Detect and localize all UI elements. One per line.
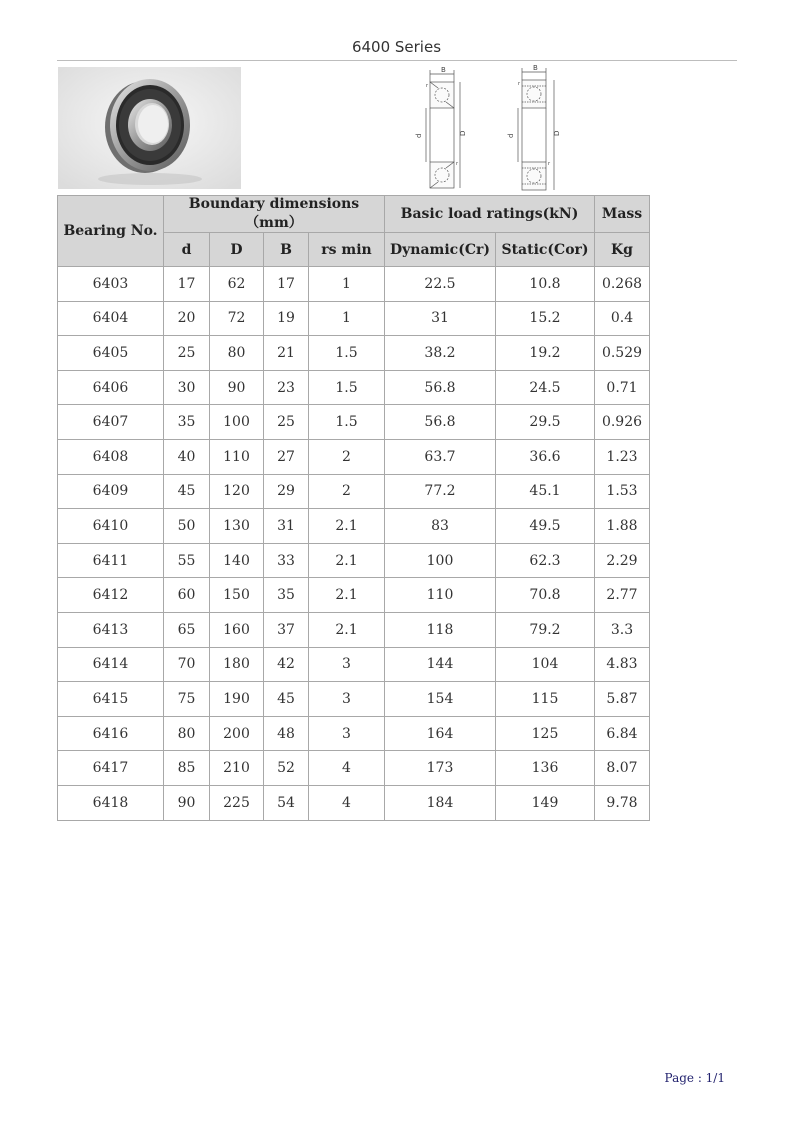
bearing-photo <box>58 67 241 189</box>
header-bearing-no: Bearing No. <box>58 196 164 267</box>
cell-outer-D: 100 <box>210 405 264 440</box>
table-row <box>58 716 650 751</box>
header-row-1 <box>58 196 650 233</box>
cell-static-cor: 49.5 <box>496 509 595 544</box>
cell-static-cor: 15.2 <box>496 301 595 336</box>
cell-bore-d: 70 <box>164 647 210 682</box>
cell-bearing-no: 6407 <box>58 405 164 440</box>
cell-dynamic-cr: 83 <box>385 509 496 544</box>
cross-section-graphic <box>408 64 578 194</box>
svg-text:D: D <box>459 130 467 136</box>
cell-dynamic-cr: 56.8 <box>385 405 496 440</box>
cell-bearing-no: 6412 <box>58 578 164 613</box>
cell-outer-D: 150 <box>210 578 264 613</box>
cell-static-cor: 19.2 <box>496 336 595 371</box>
cell-dynamic-cr: 118 <box>385 612 496 647</box>
cell-width-B: 19 <box>264 301 309 336</box>
table-row <box>58 612 650 647</box>
cell-mass-kg: 2.29 <box>595 543 650 578</box>
cell-bearing-no: 6413 <box>58 612 164 647</box>
cell-rs-min: 3 <box>309 647 385 682</box>
page-number: Page : 1/1 <box>664 1071 725 1085</box>
cell-dynamic-cr: 184 <box>385 785 496 820</box>
cell-width-B: 21 <box>264 336 309 371</box>
cell-outer-D: 62 <box>210 267 264 302</box>
cell-width-B: 29 <box>264 474 309 509</box>
cell-mass-kg: 0.4 <box>595 301 650 336</box>
cell-static-cor: 45.1 <box>496 474 595 509</box>
table-row <box>58 336 650 371</box>
label-B-1: B <box>441 66 446 74</box>
cell-outer-D: 80 <box>210 336 264 371</box>
cell-mass-kg: 6.84 <box>595 716 650 751</box>
cell-mass-kg: 0.529 <box>595 336 650 371</box>
table-row <box>58 682 650 717</box>
cell-bore-d: 25 <box>164 336 210 371</box>
cell-bearing-no: 6416 <box>58 716 164 751</box>
header-load-ratings: Basic load ratings(kN) <box>385 196 595 233</box>
cell-static-cor: 149 <box>496 785 595 820</box>
cell-mass-kg: 1.88 <box>595 509 650 544</box>
cell-bearing-no: 6417 <box>58 751 164 786</box>
cell-rs-min: 4 <box>309 785 385 820</box>
cell-bore-d: 45 <box>164 474 210 509</box>
cell-mass-kg: 5.87 <box>595 682 650 717</box>
cell-mass-kg: 9.78 <box>595 785 650 820</box>
cell-static-cor: 125 <box>496 716 595 751</box>
cell-rs-min: 4 <box>309 751 385 786</box>
cell-bearing-no: 6405 <box>58 336 164 371</box>
svg-text:r: r <box>518 81 521 87</box>
cell-width-B: 23 <box>264 370 309 405</box>
cell-rs-min: 2.1 <box>309 578 385 613</box>
cell-bearing-no: 6415 <box>58 682 164 717</box>
cell-mass-kg: 0.71 <box>595 370 650 405</box>
cell-outer-D: 90 <box>210 370 264 405</box>
label-B-2: B <box>533 64 538 72</box>
cell-dynamic-cr: 164 <box>385 716 496 751</box>
header-D: D <box>210 233 264 267</box>
page-title: 6400 Series <box>351 38 442 56</box>
header-mass: Mass <box>595 196 650 233</box>
cell-mass-kg: 0.926 <box>595 405 650 440</box>
cell-dynamic-cr: 63.7 <box>385 439 496 474</box>
cell-bore-d: 40 <box>164 439 210 474</box>
header-boundary-dimensions: Boundary dimensions（mm） <box>164 196 385 233</box>
cell-width-B: 25 <box>264 405 309 440</box>
header-dynamic: Dynamic(Cr) <box>385 233 496 267</box>
cell-rs-min: 1.5 <box>309 370 385 405</box>
cell-width-B: 45 <box>264 682 309 717</box>
cell-static-cor: 10.8 <box>496 267 595 302</box>
cell-bearing-no: 6403 <box>58 267 164 302</box>
cell-static-cor: 115 <box>496 682 595 717</box>
cell-width-B: 37 <box>264 612 309 647</box>
cell-bore-d: 20 <box>164 301 210 336</box>
cell-static-cor: 24.5 <box>496 370 595 405</box>
cell-bore-d: 35 <box>164 405 210 440</box>
cell-bearing-no: 6406 <box>58 370 164 405</box>
cell-static-cor: 70.8 <box>496 578 595 613</box>
cell-rs-min: 2.1 <box>309 612 385 647</box>
bearing-photo-graphic <box>58 67 241 189</box>
cell-dynamic-cr: 77.2 <box>385 474 496 509</box>
cell-bearing-no: 6404 <box>58 301 164 336</box>
cell-bore-d: 75 <box>164 682 210 717</box>
svg-text:r: r <box>548 161 551 167</box>
cell-dynamic-cr: 100 <box>385 543 496 578</box>
cell-outer-D: 200 <box>210 716 264 751</box>
cell-width-B: 27 <box>264 439 309 474</box>
table-row <box>58 439 650 474</box>
table-row <box>58 301 650 336</box>
cell-static-cor: 79.2 <box>496 612 595 647</box>
cell-static-cor: 104 <box>496 647 595 682</box>
table-row <box>58 785 650 820</box>
cell-dynamic-cr: 56.8 <box>385 370 496 405</box>
cell-mass-kg: 1.23 <box>595 439 650 474</box>
cell-outer-D: 110 <box>210 439 264 474</box>
cell-width-B: 52 <box>264 751 309 786</box>
header-B: B <box>264 233 309 267</box>
cell-outer-D: 140 <box>210 543 264 578</box>
header-d: d <box>164 233 210 267</box>
cell-mass-kg: 0.268 <box>595 267 650 302</box>
cell-bearing-no: 6410 <box>58 509 164 544</box>
header-static: Static(Cor) <box>496 233 595 267</box>
cell-bore-d: 30 <box>164 370 210 405</box>
cell-bore-d: 80 <box>164 716 210 751</box>
cell-dynamic-cr: 110 <box>385 578 496 613</box>
cell-dynamic-cr: 38.2 <box>385 336 496 371</box>
cell-mass-kg: 3.3 <box>595 612 650 647</box>
table-row <box>58 474 650 509</box>
cell-outer-D: 120 <box>210 474 264 509</box>
cell-outer-D: 180 <box>210 647 264 682</box>
cell-mass-kg: 1.53 <box>595 474 650 509</box>
cell-outer-D: 130 <box>210 509 264 544</box>
cell-mass-kg: 8.07 <box>595 751 650 786</box>
cell-outer-D: 210 <box>210 751 264 786</box>
svg-text:d: d <box>507 133 515 138</box>
cell-bore-d: 60 <box>164 578 210 613</box>
cell-rs-min: 2 <box>309 474 385 509</box>
cell-static-cor: 136 <box>496 751 595 786</box>
cell-rs-min: 3 <box>309 716 385 751</box>
cell-outer-D: 225 <box>210 785 264 820</box>
svg-text:r: r <box>426 83 429 89</box>
cell-bearing-no: 6418 <box>58 785 164 820</box>
cell-rs-min: 1.5 <box>309 405 385 440</box>
cell-bore-d: 65 <box>164 612 210 647</box>
cell-mass-kg: 2.77 <box>595 578 650 613</box>
cell-static-cor: 29.5 <box>496 405 595 440</box>
cell-dynamic-cr: 22.5 <box>385 267 496 302</box>
table-row <box>58 370 650 405</box>
cell-bore-d: 50 <box>164 509 210 544</box>
cell-bearing-no: 6408 <box>58 439 164 474</box>
svg-text:r: r <box>456 161 459 167</box>
cell-outer-D: 160 <box>210 612 264 647</box>
cell-dynamic-cr: 154 <box>385 682 496 717</box>
cell-bore-d: 55 <box>164 543 210 578</box>
cell-width-B: 42 <box>264 647 309 682</box>
cell-mass-kg: 4.83 <box>595 647 650 682</box>
cell-width-B: 33 <box>264 543 309 578</box>
cell-static-cor: 36.6 <box>496 439 595 474</box>
table-row <box>58 267 650 302</box>
cell-bearing-no: 6411 <box>58 543 164 578</box>
cell-width-B: 54 <box>264 785 309 820</box>
header-rs-min: rs min <box>309 233 385 267</box>
bearing-cross-section-drawings <box>408 64 578 194</box>
table-row <box>58 578 650 613</box>
cell-rs-min: 1 <box>309 267 385 302</box>
header-divider <box>57 60 737 61</box>
cell-rs-min: 2.1 <box>309 509 385 544</box>
bearing-spec-table <box>57 195 650 821</box>
header-kg: Kg <box>595 233 650 267</box>
cell-dynamic-cr: 144 <box>385 647 496 682</box>
cell-dynamic-cr: 173 <box>385 751 496 786</box>
table-row <box>58 751 650 786</box>
cell-rs-min: 2 <box>309 439 385 474</box>
cell-outer-D: 72 <box>210 301 264 336</box>
cell-width-B: 31 <box>264 509 309 544</box>
cell-static-cor: 62.3 <box>496 543 595 578</box>
cell-width-B: 35 <box>264 578 309 613</box>
cell-bore-d: 85 <box>164 751 210 786</box>
cell-width-B: 17 <box>264 267 309 302</box>
table-row <box>58 405 650 440</box>
cell-outer-D: 190 <box>210 682 264 717</box>
table-row <box>58 509 650 544</box>
cell-rs-min: 1.5 <box>309 336 385 371</box>
cell-bore-d: 90 <box>164 785 210 820</box>
svg-text:d: d <box>415 133 423 138</box>
cell-rs-min: 3 <box>309 682 385 717</box>
cell-bore-d: 17 <box>164 267 210 302</box>
cell-bearing-no: 6409 <box>58 474 164 509</box>
table-row <box>58 543 650 578</box>
cell-rs-min: 1 <box>309 301 385 336</box>
table-body <box>58 267 650 821</box>
cell-width-B: 48 <box>264 716 309 751</box>
table-row <box>58 647 650 682</box>
cell-dynamic-cr: 31 <box>385 301 496 336</box>
svg-text:D: D <box>553 130 561 136</box>
cell-rs-min: 2.1 <box>309 543 385 578</box>
cell-bearing-no: 6414 <box>58 647 164 682</box>
